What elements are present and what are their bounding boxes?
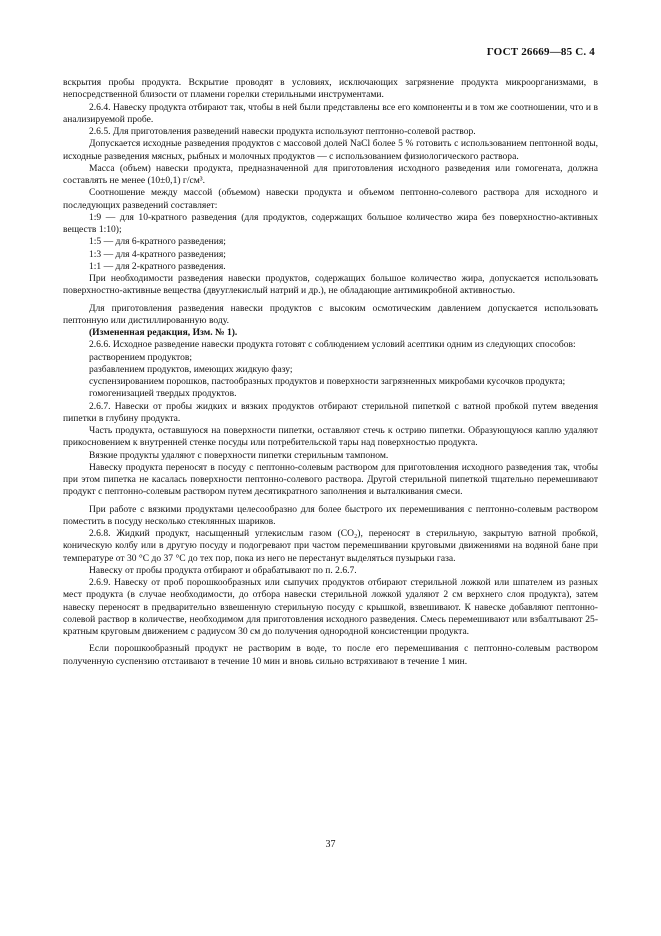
paragraph-fat-products: При необходимости разведения навески продуктов, содержащих большое количество жира, допускается использовать поверхностно-активные вещества (двууглекислый натрий и др.), не обладающие антимикробной активностью. [63, 273, 598, 297]
clause-2-6-7: 2.6.7. Навески от пробы жидких и вязких продуктов отбирают стерильной пипеткой с ватной пробкой путем введения пипетки в глубину продукта. [63, 400, 598, 424]
amendment-note [63, 327, 598, 339]
ratio-item-1-1: 1:1 — для 2-кратного разведения. [89, 260, 226, 272]
clause-2-6-8: 2.6.8. Жидкий продукт, насыщенный углекислым газом (CO₂), переносят в стерильную, закрытую ватной пробкой, коническую колбу или в другую посуду и подогревают при частом перемешивании круговыми движениями на водяной бане при температуре от 30 °С до 37 °С до тех пор, пока из него не перестанут выделяться пузырьки газа. [63, 528, 598, 564]
standard-reference: ГОСТ 26669—85 С. 4 [486, 46, 595, 58]
clause-2-6-5: 2.6.5. Для приготовления разведений навески продукта используют пептонно-солевой раствор. [89, 126, 476, 137]
clause-2-6-6: 2.6.6. Исходное разведение навески продукта готовят с соблюдением условий асептики одним из следующих способов: [89, 339, 576, 351]
method-homogenizing: гомогенизацией твердых продуктов. [89, 388, 237, 400]
paragraph-nacl-dilution: Допускается исходные разведения продуктов с массовой долей NaCl более 5 % готовить с использованием пептонной воды, исходные разведения мясных, рыбных и молочных продуктов — с использованием физиологического раствора. [63, 138, 598, 162]
paragraph-transfer-sample: Навеску продукта переносят в посуду с пептонно-солевым раствором для приготовления исходного разведения так, чтобы при этом пипетка не касалась поверхности пептонно-солевого раствора. Другой стерильной пипеткой тщательно перемешивают продукт с пептонно-солевым раствором путем десятикратного заполнения и выталкивания смеси. [63, 461, 598, 498]
paragraph-sample-mass: Масса (объем) навески продукта, предназначенной для приготовления исходного разведения или гомогената, должна составлять не менее (10±0,1) г/см³. [63, 162, 598, 186]
method-diluting: разбавлением продуктов, имеющих жидкую фазу; [89, 363, 293, 375]
page-header [487, 46, 595, 58]
method-suspending: суспензированием порошков, пастообразных продуктов и поверхности загрязненных микробами кусочков продукта; [89, 376, 566, 387]
paragraph-viscous-products: Вязкие продукты удаляют с поверхности пипетки стерильным тампоном. [89, 449, 389, 461]
clause-2-6-9: 2.6.9. Навеску от проб порошкообразных или сыпучих продуктов отбирают стерильной ложкой или шпателем из разных мест продукта (в случае необходимости, до отбора навески стерильной ложкой удаляют 2 см верхнего слоя продукта), затем навеску переносят в предварительно взвешенную стерильную посуду с крышкой, взвешивают. К навеске добавляют пептонно-солевой раствор в количестве, необходимом для приготовления исходного разведения. Смесь перемешивают или взбалтывают 25-кратным круговым движением с радиусом 30 см до получения однородной консистенции продукта. [63, 577, 598, 637]
method-dissolving: растворением продуктов; [89, 351, 193, 363]
amendment-note-text: (Измененная редакция, Изм. № 1). [89, 327, 238, 338]
paragraph-continuation: вскрытия пробы продукта. Вскрытие проводят в условиях, исключающих загрязнение продукта микроорганизмами, в непосредственной близости от пламени горелки стерильными инструментами. [63, 77, 598, 101]
ratio-item-1-3: 1:3 — для 4-кратного разведения; [89, 248, 226, 260]
paragraph-osmotic-products: Для приготовления разведения навески продуктов с высоким осмотическим давлением допускается использовать пептонную или дистиллированную воду. [63, 302, 598, 326]
paragraph-powder-suspension: Если порошкообразный продукт не растворим в воде, то после его перемешивания с пептонно-солевым раствором полученную суспензию отстаивают в течение 10 мин и вновь сильно встряхивают в течение 1 мин. [63, 643, 598, 667]
paragraph-ratio-intro: Соотношение между массой (объемом) навески продукта и объемом пептонно-солевого раствора для исходного и последующих разведений составляет: [63, 187, 598, 211]
page-number: 37 [325, 839, 336, 850]
paragraph-sample-processing: Навеску от пробы продукта отбирают и обрабатывают по п. 2.6.7. [89, 564, 357, 576]
document-body [63, 77, 598, 668]
ratio-item-1-5: 1:5 — для 6-кратного разведения; [89, 236, 226, 248]
paragraph-glass-beads: При работе с вязкими продуктами целесообразно для более быстрого их перемешивания с пептонно-солевым раствором поместить в посуду несколько стеклянных шариков. [63, 503, 598, 527]
clause-2-6-4: 2.6.4. Навеску продукта отбирают так, чтобы в ней были представлены все его компоненты и в том же соотношении, что и в анализируемой пробе. [63, 101, 598, 125]
paragraph-pipette-drop: Часть продукта, оставшуюся на поверхности пипетки, оставляют стечь к острию пипетки. Образующуюся каплю удаляют прикосновением к внутренней стенке посуды или потребительской тары над поверхностью продукта. [63, 425, 598, 449]
ratio-item-1-9: 1:9 — для 10-кратного разведения (для продуктов, содержащих большое количество жира без поверхностно-активных веществ 1:10); [63, 211, 598, 235]
